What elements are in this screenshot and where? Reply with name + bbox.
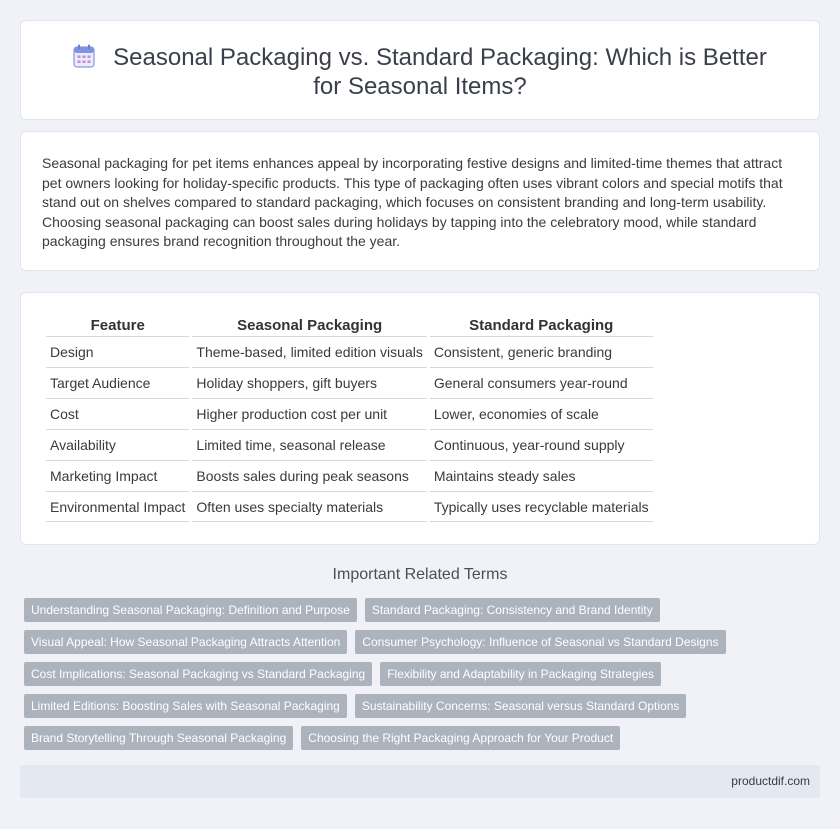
table-row <box>46 491 653 522</box>
table-row <box>46 398 653 429</box>
title-wrap <box>61 43 779 101</box>
column-header-feature: Feature <box>90 317 145 334</box>
related-term-tag[interactable]: Cost Implications: Seasonal Packaging vs Standard Packaging <box>24 662 372 686</box>
related-term-tag[interactable]: Choosing the Right Packaging Approach for Your Product <box>301 726 620 750</box>
table-cell-standard: Continuous, year-round supply <box>430 429 653 460</box>
table-cell-seasonal: Often uses specialty materials <box>192 491 426 522</box>
related-term-tag[interactable]: Flexibility and Adaptability in Packaging Strategies <box>380 662 661 686</box>
table-cell-feature: Target Audience <box>46 367 189 398</box>
related-term-tag[interactable]: Standard Packaging: Consistency and Brand Identity <box>365 598 660 622</box>
comparison-table <box>43 316 656 522</box>
table-cell-seasonal: Higher production cost per unit <box>192 398 426 429</box>
table-cell-feature: Availability <box>46 429 189 460</box>
table-cell-standard: Maintains steady sales <box>430 460 653 491</box>
table-cell-feature: Environmental Impact <box>46 491 189 522</box>
table-cell-standard: Consistent, generic branding <box>430 336 653 367</box>
intro-card <box>20 131 820 271</box>
page-title-text: Seasonal Packaging vs. Standard Packaging: Which is Better for Seasonal Items? <box>113 44 767 100</box>
table-row <box>46 460 653 491</box>
table-row <box>46 336 653 367</box>
column-header-standard: Standard Packaging <box>469 317 614 334</box>
footer <box>20 765 820 798</box>
column-header-seasonal: Seasonal Packaging <box>237 317 383 334</box>
table-cell-seasonal: Boosts sales during peak seasons <box>192 460 426 491</box>
table-cell-feature: Cost <box>46 398 189 429</box>
table-header-row <box>46 316 653 336</box>
table-cell-seasonal: Theme-based, limited edition visuals <box>192 336 426 367</box>
related-term-tag[interactable]: Sustainability Concerns: Seasonal versus Standard Options <box>355 694 687 718</box>
calendar-icon <box>73 44 95 68</box>
related-term-tag[interactable]: Consumer Psychology: Influence of Seasonal vs Standard Designs <box>355 630 725 654</box>
table-cell-seasonal: Holiday shoppers, gift buyers <box>192 367 426 398</box>
table-cell-feature: Design <box>46 336 189 367</box>
related-terms-list <box>24 598 804 750</box>
table-row <box>46 429 653 460</box>
related-term-tag[interactable]: Visual Appeal: How Seasonal Packaging Attracts Attention <box>24 630 347 654</box>
footer-site-link[interactable]: productdif.com <box>731 774 810 788</box>
table-cell-standard: Typically uses recyclable materials <box>430 491 653 522</box>
related-term-tag[interactable]: Brand Storytelling Through Seasonal Packaging <box>24 726 293 750</box>
table-row <box>46 367 653 398</box>
related-term-tag[interactable]: Limited Editions: Boosting Sales with Seasonal Packaging <box>24 694 347 718</box>
table-cell-standard: General consumers year-round <box>430 367 653 398</box>
intro-paragraph: Seasonal packaging for pet items enhances appeal by incorporating festive designs and limited-time themes that attract pet owners looking for holiday-specific products. This type of packaging often uses vibrant colors and special motifs that stand out on shelves compared to standard packaging, which focuses on consistent branding and long-term usability. Choosing seasonal packaging can boost sales during holidays by tapping into the celebratory mood, while standard packaging ensures brand recognition throughout the year. <box>42 155 783 249</box>
table-cell-standard: Lower, economies of scale <box>430 398 653 429</box>
related-term-tag[interactable]: Understanding Seasonal Packaging: Definition and Purpose <box>24 598 357 622</box>
title-card <box>20 20 820 120</box>
page-title <box>61 43 779 101</box>
table-cell-seasonal: Limited time, seasonal release <box>192 429 426 460</box>
related-terms-heading: Important Related Terms <box>332 566 508 583</box>
comparison-card <box>20 292 820 545</box>
table-cell-feature: Marketing Impact <box>46 460 189 491</box>
